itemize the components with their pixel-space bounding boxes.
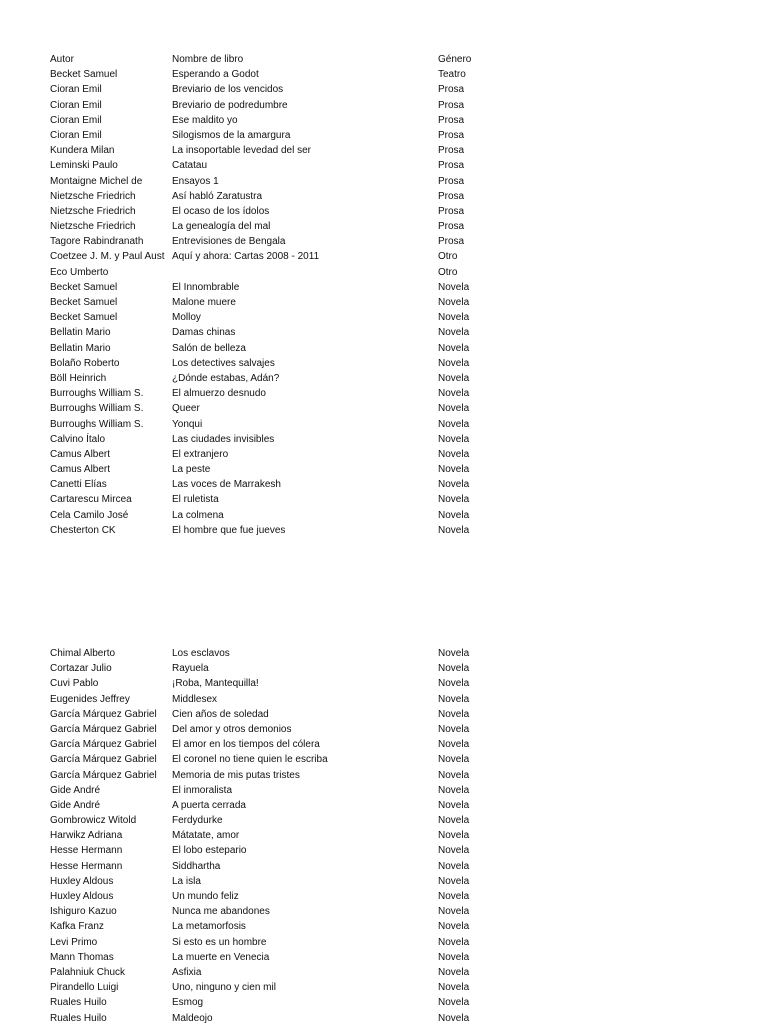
title-cell: Las ciudades invisibles	[172, 433, 275, 445]
author-cell: Cioran Emil	[50, 84, 102, 96]
title-cell: La isla	[172, 875, 201, 887]
table-row	[0, 295, 768, 310]
author-cell: García Márquez Gabriel	[50, 739, 157, 751]
title-cell: Breviario de los vencidos	[172, 84, 284, 96]
genre-cell: Novela	[438, 921, 470, 933]
table-row	[0, 919, 768, 934]
table-row	[0, 661, 768, 676]
title-cell: El extranjero	[172, 448, 229, 460]
header-row	[0, 52, 768, 67]
table-row	[0, 995, 768, 1010]
author-cell: Ishiguro Kazuo	[50, 906, 117, 918]
genre-cell: Novela	[438, 769, 470, 781]
table-row	[0, 341, 768, 356]
genre-cell: Novela	[438, 723, 470, 735]
author-cell: Becket Samuel	[50, 297, 118, 308]
title-cell: Ferdydurke	[172, 815, 223, 827]
table-row	[0, 523, 768, 538]
genre-cell: Prosa	[438, 160, 465, 172]
table-row	[0, 325, 768, 340]
author-cell: Bellatin Mario	[50, 342, 111, 354]
genre-cell: Novela	[438, 663, 470, 675]
title-cell: El inmoralista	[172, 784, 233, 796]
table-row	[0, 676, 768, 691]
author-cell: Leminski Paulo	[50, 160, 118, 172]
author-cell: Böll Heinrich	[50, 372, 107, 384]
table-row	[0, 965, 768, 980]
author-cell: Mann Thomas	[50, 951, 114, 963]
table-row	[0, 67, 768, 82]
title-cell: El hombre que fue jueves	[172, 524, 286, 536]
title-cell: Las voces de Marrakesh	[172, 479, 281, 491]
title-cell: A puerta cerrada	[172, 799, 246, 811]
table-row	[0, 798, 768, 813]
genre-cell: Prosa	[438, 129, 465, 141]
author-cell: Camus Albert	[50, 448, 111, 460]
title-cell: Los detectives salvajes	[172, 357, 275, 369]
table-row	[0, 492, 768, 507]
author-cell: Burroughs William S.	[50, 403, 144, 415]
title-cell: Damas chinas	[172, 327, 236, 339]
title-cell: La colmena	[172, 509, 224, 521]
author-cell: Autor	[50, 54, 74, 65]
author-cell: Coetzee J. M. y Paul Aust	[50, 251, 165, 263]
author-cell: Gide André	[50, 784, 101, 796]
title-cell: Aquí y ahora: Cartas 2008 - 2011	[172, 251, 320, 263]
author-cell: Becket Samuel	[50, 281, 118, 293]
title-cell: Si esto es un hombre	[172, 936, 267, 948]
genre-cell: Novela	[438, 448, 470, 460]
table-row	[0, 143, 768, 158]
title-cell: ¿Dónde estabas, Adán?	[172, 372, 280, 384]
table-row	[0, 859, 768, 874]
title-cell: La peste	[172, 464, 211, 476]
book-table-top	[0, 52, 768, 538]
title-cell: Esperando a Godot	[172, 69, 259, 81]
genre-cell: Novela	[438, 951, 470, 963]
author-cell: Nietzsche Friedrich	[50, 205, 136, 217]
genre-cell: Novela	[438, 312, 470, 324]
genre-cell: Novela	[438, 297, 470, 308]
table-row	[0, 737, 768, 752]
title-cell: Entrevisiones de Bengala	[172, 236, 286, 248]
genre-cell: Prosa	[438, 114, 465, 126]
title-cell: Cien años de soledad	[172, 708, 269, 720]
table-row	[0, 646, 768, 661]
author-cell: Cortazar Julio	[50, 663, 112, 675]
author-cell: Chimal Alberto	[50, 648, 116, 659]
table-row	[0, 189, 768, 204]
genre-cell: Prosa	[438, 205, 465, 217]
title-cell: El amor en los tiempos del cólera	[172, 739, 320, 751]
genre-cell: Novela	[438, 388, 470, 400]
genre-cell: Prosa	[438, 145, 465, 157]
table-row	[0, 783, 768, 798]
table-row	[0, 843, 768, 858]
genre-cell: Prosa	[438, 175, 465, 187]
author-cell: Cioran Emil	[50, 114, 102, 126]
author-cell: Bolaño Roberto	[50, 357, 120, 369]
author-cell: Cartarescu Mircea	[50, 494, 132, 506]
genre-cell: Prosa	[438, 236, 465, 248]
genre-cell: Novela	[438, 815, 470, 827]
table-row	[0, 950, 768, 965]
author-cell: Burroughs William S.	[50, 388, 144, 400]
table-row	[0, 432, 768, 447]
table-row	[0, 477, 768, 492]
author-cell: Cioran Emil	[50, 129, 102, 141]
title-cell: La muerte en Venecia	[172, 951, 270, 963]
author-cell: Camus Albert	[50, 464, 111, 476]
genre-cell: Novela	[438, 1012, 470, 1024]
genre-cell: Novela	[438, 509, 470, 521]
genre-cell: Novela	[438, 524, 470, 536]
title-cell: Del amor y otros demonios	[172, 723, 292, 735]
author-cell: Bellatin Mario	[50, 327, 111, 339]
genre-cell: Novela	[438, 357, 470, 369]
genre-cell: Prosa	[438, 190, 465, 202]
title-cell: El Innombrable	[172, 281, 240, 293]
table-row	[0, 386, 768, 401]
genre-cell: Novela	[438, 494, 470, 506]
genre-cell: Novela	[438, 784, 470, 796]
title-cell: Nombre de libro	[172, 54, 244, 65]
author-cell: Hesse Hermann	[50, 845, 123, 857]
title-cell: Yonqui	[172, 418, 203, 430]
genre-cell: Otro	[438, 266, 458, 278]
author-cell: Kafka Franz	[50, 921, 104, 933]
genre-cell: Prosa	[438, 221, 465, 233]
table-row	[0, 462, 768, 477]
table-row	[0, 98, 768, 113]
table-row	[0, 447, 768, 462]
title-cell: Silogismos de la amargura	[172, 129, 291, 141]
title-cell: Catatau	[172, 160, 208, 172]
title-cell: Mátatate, amor	[172, 830, 240, 842]
genre-cell: Novela	[438, 799, 470, 811]
title-cell: El ruletista	[172, 494, 219, 506]
table-row	[0, 310, 768, 325]
genre-cell: Novela	[438, 479, 470, 491]
table-row	[0, 828, 768, 843]
genre-cell: Novela	[438, 433, 470, 445]
genre-cell: Novela	[438, 982, 470, 994]
genre-cell: Novela	[438, 648, 470, 659]
title-cell: Los esclavos	[172, 648, 230, 659]
table-row	[0, 692, 768, 707]
genre-cell: Novela	[438, 464, 470, 476]
author-cell: Kundera Milan	[50, 145, 115, 157]
table-row	[0, 113, 768, 128]
genre-cell: Teatro	[438, 69, 466, 81]
table-row	[0, 752, 768, 767]
author-cell: Gide André	[50, 799, 101, 811]
title-cell: Salón de belleza	[172, 342, 246, 354]
title-cell: Breviario de podredumbre	[172, 99, 288, 111]
author-cell: Hesse Hermann	[50, 860, 123, 872]
title-cell: ¡Roba, Mantequilla!	[172, 678, 259, 690]
author-cell: García Márquez Gabriel	[50, 723, 157, 735]
genre-cell: Novela	[438, 860, 470, 872]
author-cell: Gombrowicz Witold	[50, 815, 137, 827]
author-cell: Cioran Emil	[50, 99, 102, 111]
title-cell: Uno, ninguno y cien mil	[172, 982, 276, 994]
genre-cell: Novela	[438, 891, 470, 902]
genre-cell: Novela	[438, 342, 470, 354]
title-cell: Malone muere	[172, 297, 236, 308]
author-cell: Huxley Aldous	[50, 875, 114, 887]
author-cell: Chesterton CK	[50, 524, 116, 536]
author-cell: Canetti Elías	[50, 479, 107, 491]
title-cell: Middlesex	[172, 693, 218, 705]
table-row	[0, 174, 768, 189]
table-row	[0, 371, 768, 386]
genre-cell: Novela	[438, 936, 470, 948]
title-cell: La insoportable levedad del ser	[172, 145, 311, 157]
title-cell: Un mundo feliz	[172, 891, 239, 902]
title-cell: Ensayos 1	[172, 175, 219, 187]
title-cell: Maldeojo	[172, 1012, 213, 1024]
table-row	[0, 874, 768, 889]
author-cell: Cela Camilo José	[50, 509, 129, 521]
genre-cell: Prosa	[438, 84, 465, 96]
author-cell: Calvino Ítalo	[50, 433, 106, 445]
genre-cell: Novela	[438, 708, 470, 720]
title-cell: Queer	[172, 403, 200, 415]
genre-cell: Novela	[438, 281, 470, 293]
table-row	[0, 889, 768, 904]
title-cell: La genealogía del mal	[172, 221, 271, 233]
author-cell: Palahniuk Chuck	[50, 966, 126, 978]
genre-cell: Novela	[438, 997, 470, 1009]
table-row	[0, 249, 768, 264]
author-cell: Pirandello Luigi	[50, 982, 119, 994]
author-cell: Harwikz Adriana	[50, 830, 123, 842]
author-cell: García Márquez Gabriel	[50, 769, 157, 781]
author-cell: García Márquez Gabriel	[50, 708, 157, 720]
title-cell: El coronel no tiene quien le escriba	[172, 754, 328, 766]
author-cell: Ruales Huilo	[50, 1012, 107, 1024]
genre-cell: Novela	[438, 830, 470, 842]
author-cell: Eugenides Jeffrey	[50, 693, 130, 705]
title-cell: Memoria de mis putas tristes	[172, 769, 300, 781]
title-cell: La metamorfosis	[172, 921, 246, 933]
book-table-bottom	[0, 646, 768, 1026]
author-cell: Montaigne Michel de	[50, 175, 143, 187]
table-row	[0, 158, 768, 173]
table-row	[0, 508, 768, 523]
author-cell: Eco Umberto	[50, 266, 109, 278]
title-cell: Esmog	[172, 997, 204, 1009]
genre-cell: Novela	[438, 678, 470, 690]
title-cell: Molloy	[172, 312, 201, 324]
genre-cell: Género	[438, 54, 472, 65]
table-row	[0, 265, 768, 280]
table-row	[0, 219, 768, 234]
table-row	[0, 401, 768, 416]
title-cell: Nunca me abandones	[172, 906, 270, 918]
genre-cell: Novela	[438, 327, 470, 339]
table-row	[0, 82, 768, 97]
genre-cell: Novela	[438, 403, 470, 415]
author-cell: Becket Samuel	[50, 312, 118, 324]
title-cell: El lobo estepario	[172, 845, 247, 857]
table-row	[0, 722, 768, 737]
genre-cell: Novela	[438, 875, 470, 887]
genre-cell: Novela	[438, 906, 470, 918]
title-cell: Siddhartha	[172, 860, 221, 872]
title-cell: Así habló Zaratustra	[172, 190, 263, 202]
author-cell: Nietzsche Friedrich	[50, 221, 136, 233]
author-cell: Huxley Aldous	[50, 891, 114, 902]
author-cell: Nietzsche Friedrich	[50, 190, 136, 202]
author-cell: Ruales Huilo	[50, 997, 107, 1009]
author-cell: García Márquez Gabriel	[50, 754, 157, 766]
table-row	[0, 768, 768, 783]
author-cell: Tagore Rabindranath	[50, 236, 144, 248]
title-cell: El ocaso de los ídolos	[172, 205, 270, 217]
table-row	[0, 813, 768, 828]
author-cell: Becket Samuel	[50, 69, 118, 81]
genre-cell: Novela	[438, 966, 470, 978]
table-row	[0, 935, 768, 950]
table-row	[0, 280, 768, 295]
genre-cell: Novela	[438, 739, 470, 751]
genre-cell: Prosa	[438, 99, 465, 111]
table-row	[0, 417, 768, 432]
title-cell: El almuerzo desnudo	[172, 388, 266, 400]
genre-cell: Novela	[438, 754, 470, 766]
author-cell: Burroughs William S.	[50, 418, 144, 430]
author-cell: Levi Primo	[50, 936, 98, 948]
table-row	[0, 128, 768, 143]
genre-cell: Otro	[438, 251, 458, 263]
title-cell: Rayuela	[172, 663, 209, 675]
table-row	[0, 234, 768, 249]
genre-cell: Novela	[438, 845, 470, 857]
genre-cell: Novela	[438, 418, 470, 430]
genre-cell: Novela	[438, 372, 470, 384]
table-row	[0, 904, 768, 919]
table-row	[0, 1011, 768, 1026]
table-row	[0, 707, 768, 722]
table-row	[0, 204, 768, 219]
title-cell: Ese maldito yo	[172, 114, 238, 126]
table-row	[0, 356, 768, 371]
table-row	[0, 980, 768, 995]
genre-cell: Novela	[438, 693, 470, 705]
author-cell: Cuvi Pablo	[50, 678, 99, 690]
title-cell: Asfixia	[172, 966, 202, 978]
